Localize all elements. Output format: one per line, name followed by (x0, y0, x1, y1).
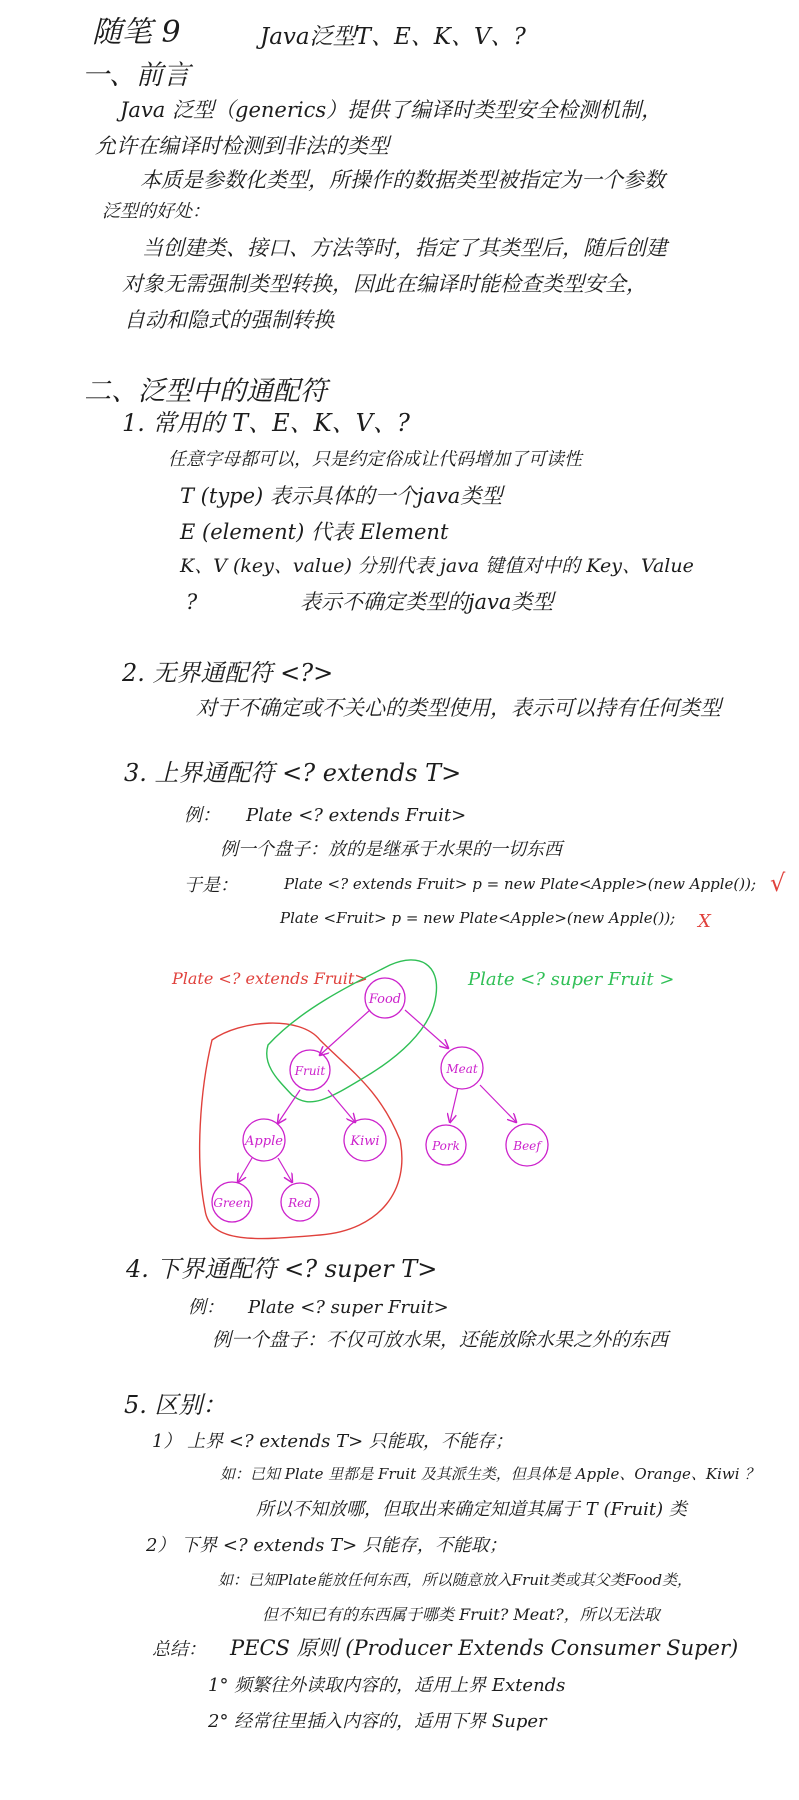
node-apple-label: Apple (245, 1134, 283, 1149)
node-kiwi-label: Kiwi (350, 1134, 380, 1149)
section-1-text: 泛型的好处： (102, 201, 210, 222)
node-food-label: Food (368, 992, 402, 1007)
extends-label: Plate <? extends Fruit> (172, 969, 368, 988)
node-meat (441, 1047, 483, 1089)
edge-apple-green (238, 1158, 252, 1182)
check-mark: √ (770, 869, 786, 897)
summary-label: 总结： (152, 1639, 206, 1660)
node-pork (426, 1125, 466, 1165)
node-beef-label: Beef (513, 1139, 541, 1153)
edge-apple-red (278, 1158, 292, 1182)
edge-food-meat (405, 1010, 448, 1048)
item-3-example-label: 例： (184, 805, 220, 826)
item-5-heading: 5. 区别： (124, 1391, 227, 1419)
item-1-q-desc: 表示不确定类型的java类型 (300, 590, 554, 614)
section-1-text: 当创建类、接口、方法等时，指定了其类型后，随后创建 (142, 236, 667, 260)
section-1-text: 本质是参数化类型，所操作的数据类型被指定为一个参数 (140, 168, 665, 192)
item-5-rule-2-example: 如：已知Plate能放任何东西，所以随意放入Fruit类或其父类Food类， (218, 1571, 693, 1589)
node-meat-label: Meat (446, 1062, 478, 1076)
section-1-heading: 一、前言 (82, 60, 190, 91)
super-label: Plate <? super Fruit > (468, 969, 675, 990)
cross-mark: X (698, 911, 711, 932)
node-fruit-label: Fruit (294, 1064, 326, 1078)
item-1-kv: K、V (key、value) 分别代表 java 键值对中的 Key、Value (180, 555, 694, 577)
section-1-text: 对象无需强制类型转换，因此在编译时能检查类型安全， (122, 272, 647, 296)
item-2-desc: 对于不确定或不关心的类型使用，表示可以持有任何类型 (196, 696, 721, 720)
node-apple (243, 1119, 285, 1161)
item-1-q-symbol: ? (186, 590, 198, 614)
item-5-rule-1-example: 所以不知放哪，但取出来确定知道其属于 T (Fruit) 类 (256, 1499, 687, 1520)
note-title: 随笔 9 (92, 15, 181, 50)
item-3-then-label: 于是： (184, 875, 238, 896)
item-5-rule-2-example: 但不知已有的东西属于哪类 Fruit? Meat?，所以无法取 (262, 1605, 660, 1624)
section-2-heading: 二、泛型中的通配符 (84, 376, 327, 407)
section-1-text: 允许在编译时检测到非法的类型 (95, 134, 389, 158)
note-subtitle: Java泛型T、E、K、V、? (260, 24, 526, 50)
node-green-label: Green (213, 1196, 251, 1210)
item-4-heading: 4. 下界通配符 <? super T> (126, 1255, 438, 1283)
node-beef (506, 1124, 548, 1166)
item-4-example-label: 例： (188, 1297, 224, 1318)
edge-meat-pork (450, 1088, 458, 1122)
item-3-example-code: Plate <? extends Fruit> (246, 805, 467, 826)
item-4-example-desc: 例一个盘子：不仅可放水果，还能放除水果之外的东西 (212, 1329, 669, 1351)
node-red (281, 1183, 319, 1221)
node-food (365, 978, 405, 1018)
item-1-note: 任意字母都可以，只是约定俗成让代码增加了可读性 (168, 449, 582, 470)
node-pork-label: Pork (432, 1139, 460, 1153)
item-5-rule-1-example: 如：已知 Plate 里都是 Fruit 及其派生类，但具体是 Apple、Orange、Kiwi ？ (220, 1465, 760, 1483)
section-1-text: 自动和隐式的强制转换 (124, 308, 334, 332)
summary-point-2: 2° 经常往里插入内容的，适用下界 Super (208, 1711, 547, 1732)
item-1-t: T (type) 表示具体的一个java类型 (180, 484, 503, 508)
edge-food-fruit (320, 1010, 370, 1055)
edge-fruit-kiwi (328, 1090, 355, 1122)
item-3-code-ok: Plate <? extends Fruit> p = new Plate<Apple>(new Apple()); (284, 875, 757, 893)
item-3-heading: 3. 上界通配符 <? extends T> (124, 759, 462, 787)
edge-meat-beef (480, 1085, 516, 1122)
super-outline (267, 960, 437, 1102)
node-fruit (290, 1050, 330, 1090)
item-3-example-desc: 例一个盘子：放的是继承于水果的一切东西 (220, 839, 562, 860)
summary-point-1: 1° 频繁往外读取内容的，适用上界 Extends (208, 1675, 566, 1696)
node-kiwi (344, 1119, 386, 1161)
summary-title: PECS 原则 (Producer Extends Consumer Super) (230, 1636, 739, 1660)
item-1-heading: 1. 常用的 T、E、K、V、? (122, 409, 410, 437)
node-green (212, 1182, 252, 1222)
item-5-rule-1: 1） 上界 <? extends T> 只能取，不能存； (152, 1431, 513, 1452)
section-1-text: Java 泛型（generics）提供了编译时类型安全检测机制， (120, 98, 663, 122)
node-red-label: Red (288, 1196, 312, 1210)
item-4-example-code: Plate <? super Fruit> (248, 1297, 449, 1318)
item-1-e: E (element) 代表 Element (180, 520, 449, 544)
item-3-code-bad: Plate <Fruit> p = new Plate<Apple>(new Apple()); (280, 909, 676, 927)
edge-fruit-apple (278, 1090, 300, 1123)
item-2-heading: 2. 无界通配符 <?> (122, 659, 334, 687)
item-5-rule-2: 2） 下界 <? extends T> 只能存，不能取； (146, 1535, 507, 1556)
